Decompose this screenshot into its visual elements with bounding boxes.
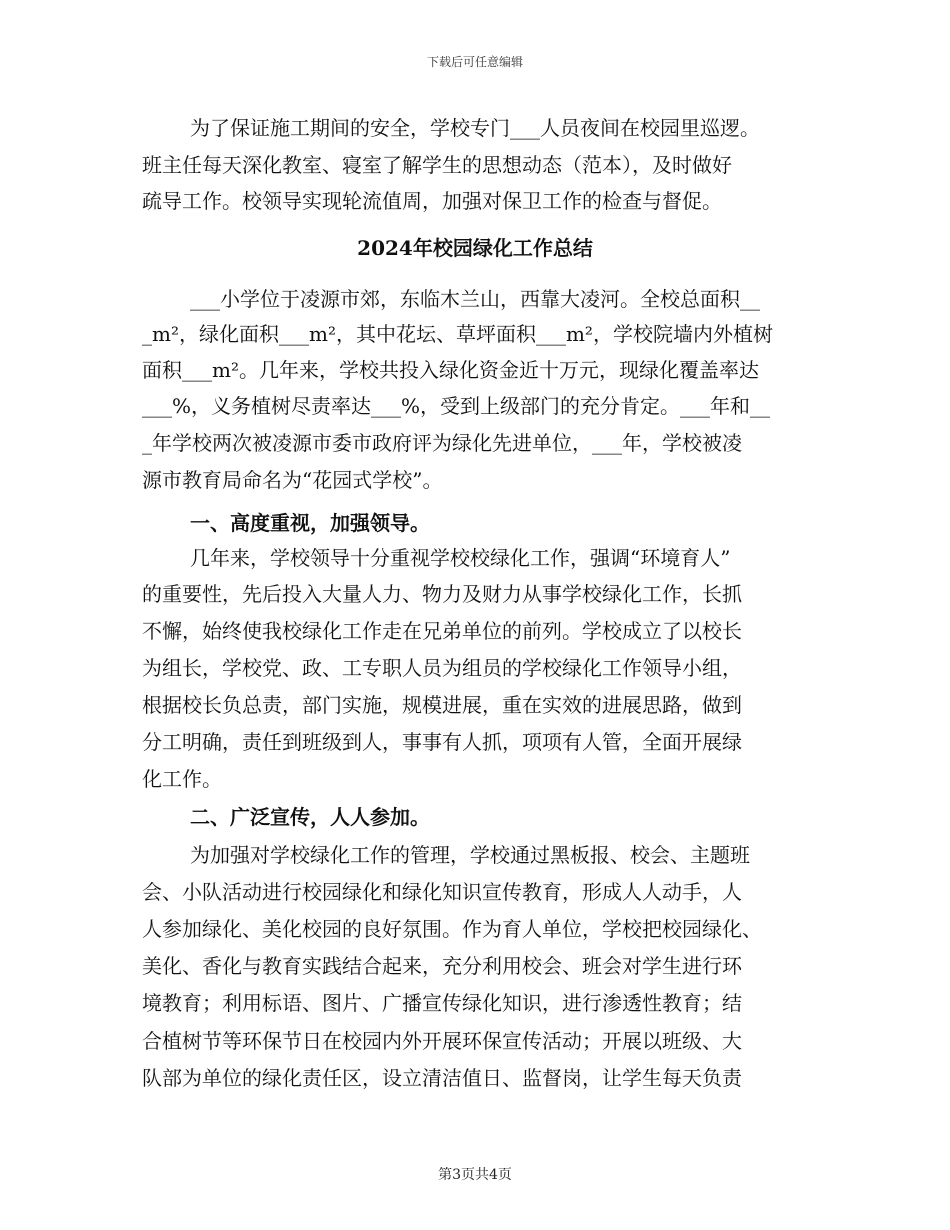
text-line: ___%，义务植树尽责率达___%，受到上级部门的充分肯定。___年和__ [142, 394, 771, 418]
text-line: 源市教育局命名为“花园式学校”。 [142, 468, 443, 492]
text-line: 面积___m²。几年来，学校共投入绿化资金近十万元，现绿化覆盖率达 [142, 358, 759, 382]
text-line: 几年来，学校领导十分重视学校校绿化工作，强调“环境育人” [190, 546, 731, 570]
text-line: 合植树节等环保节日在校园内外开展环保宣传活动；开展以班级、大 [142, 1029, 742, 1053]
text-line: 班主任每天深化教室、寝室了解学生的思想动态（范本），及时做好 [142, 153, 732, 177]
text-line: 为组长，学校党、政、工专职人员为组员的学校绿化工作领导小组， [142, 656, 742, 680]
text-line: 根据校长负总责，部门实施，规模进展，重在实效的进展思路，做到 [142, 693, 742, 717]
page-header: 下载后可任意编辑 [426, 55, 523, 69]
text-line: _m²，绿化面积___m²，其中花坛、草坪面积___m²，学校院墙内外植树 [142, 322, 773, 346]
text-line: 为加强对学校绿化工作的管理，学校通过黑板报、校会、主题班 [190, 843, 750, 867]
page-footer: 第3页共4页 [438, 1167, 512, 1183]
text-line: 化工作。 [142, 767, 222, 791]
text-line: 分工明确，责任到班级到人，事事有人抓，项项有人管，全面开展绿 [142, 730, 742, 754]
text-line: 为了保证施工期间的安全，学校专门___人员夜间在校园里巡逻。 [190, 116, 760, 140]
text-line: 队部为单位的绿化责任区，设立清洁值日、监督岗，让学生每天负责 [142, 1066, 742, 1090]
text-line: ___小学位于凌源市郊，东临木兰山，西靠大凌河。全校总面积__ [190, 287, 760, 311]
text-line: 会、小队活动进行校园绿化和绿化知识宣传教育，形成人人动手，人 [142, 880, 742, 904]
text-line: 疏导工作。校领导实现轮流值周，加强对保卫工作的检查与督促。 [142, 189, 722, 213]
text-line: 的重要性，先后投入大量人力、物力及财力从事学校绿化工作，长抓 [142, 582, 742, 606]
document-title: 2024年校园绿化工作总结 [357, 236, 593, 260]
text-line: 境教育；利用标语、图片、广播宣传绿化知识，进行渗透性教育；结 [142, 991, 742, 1015]
text-line: 人参加绿化、美化校园的良好氛围。作为育人单位，学校把校园绿化、 [142, 917, 762, 941]
section-heading: 一、高度重视，加强领导。 [190, 511, 430, 535]
section-heading: 二、广泛宣传，人人参加。 [190, 805, 430, 829]
text-line: 美化、香化与教育实践结合起来，充分利用校会、班会对学生进行环 [142, 954, 742, 978]
text-line: 不懈，始终使我校绿化工作走在兄弟单位的前列。学校成立了以校长 [142, 619, 742, 643]
text-line: _年学校两次被凌源市委市政府评为绿化先进单位，___年，学校被凌 [142, 431, 742, 455]
